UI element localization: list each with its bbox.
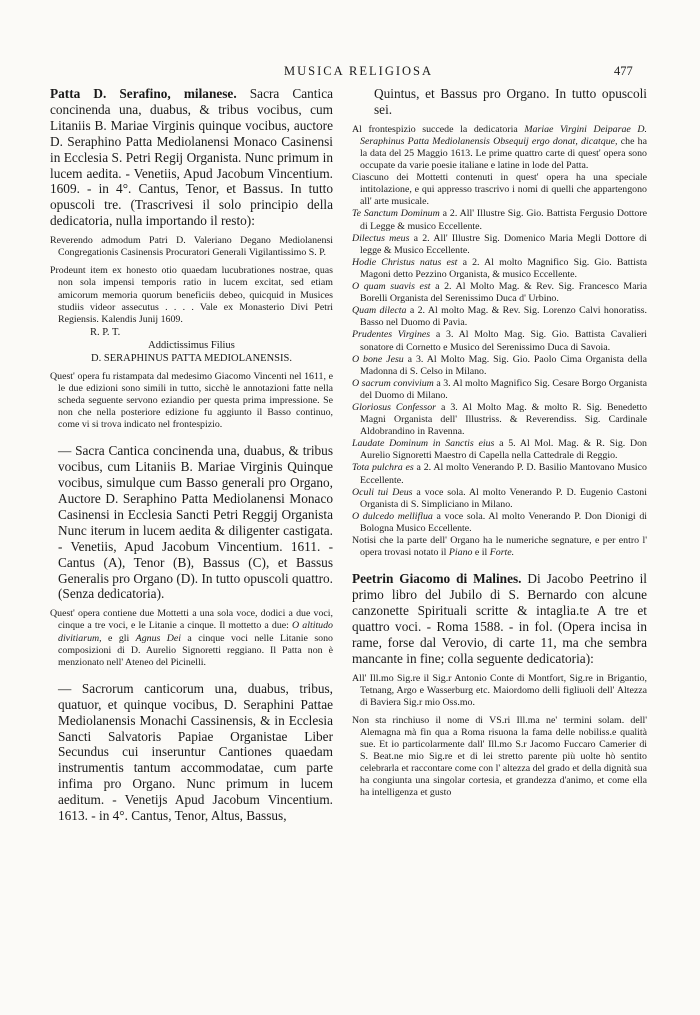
motet-dedicatee: a 3. Al Molto Mag. Sig. Gio. Paolo Cima Organista della Madonna di S. Celso in Milano. bbox=[360, 353, 647, 377]
note-text: a cinque voci nelle Litanie sono composizioni di D. Aurelio Signoretti reggiano. Il Patta non è menzionato nell' Ateneo del Picinelli. bbox=[58, 632, 333, 668]
entry-peetrin-1588 bbox=[352, 571, 647, 666]
motet-dedicatee: a 2. Al Molto Mag. & Rev. Sig. Francesco Maria Borelli Organista del Serenissimo Duca d' Urbino. bbox=[360, 281, 648, 305]
motet-item bbox=[352, 208, 647, 232]
entry-note bbox=[352, 535, 647, 559]
motet-item bbox=[352, 233, 647, 257]
motet-dedicatee: a 2. All' Illustre Sig. Domenico Maria Megli Dottore di legge & Musico Eccellente. bbox=[360, 232, 647, 256]
motet-item bbox=[352, 378, 647, 402]
motet-dedicatee: a 3. Al Molto Mag. Sig. Gio. Battista Cavalieri sonatore di Cornetto e Musico del Serenissimo Duca di Savoia. bbox=[360, 329, 647, 353]
entry-author: Patta D. Serafino, milanese. bbox=[50, 86, 237, 101]
motet-item bbox=[352, 281, 647, 305]
entry-note bbox=[352, 124, 647, 172]
entry-patta-1609 bbox=[50, 86, 333, 229]
dedication-signer: D. SERAPHINUS PATTA MEDIOLANENSIS. bbox=[91, 352, 292, 364]
entry-patta-1611: — Sacra Cantica concinenda una, duabus, & tribus vocibus, cum Litaniis B. Mariae Virginis Quinque vocibus, simulque cum Basso generali pro Organo, Auctore D. Seraphino Patta Mediolanensi Monaco Casinensi in Ecclesia Sancti Petri Reggij Organista Nunc iterum in lucem aedita & diligenter castigata. - Venetiis, Apud Jacobum Vincentium. 1611. - Cantus (A), Tenor (B), Bassus (C), et Bassus Generalis pro Organo (D). In tutto opuscoli quattro. (Senza dedicatoria). bbox=[58, 443, 333, 602]
page-header bbox=[0, 64, 700, 86]
motet-item bbox=[352, 329, 647, 353]
dedication-heading: Reverendo admodum Patri D. Valeriano Degano Mediolanensi Congregationis Casinensis Procuratori Generali Vigilantissimo S. P. bbox=[50, 235, 333, 259]
note-text: Al frontespizio succede la dedicatoria bbox=[352, 123, 525, 135]
motet-incipit: O quam suavis est bbox=[352, 281, 431, 293]
motet-incipit: O sacrum convivium bbox=[352, 377, 434, 389]
dedication-rpt: R. P. T. bbox=[90, 326, 121, 338]
motet-dedicatee: a voce sola. Al molto Venerando P. Don Dionigi di Bologna Musico Eccellente. bbox=[360, 510, 647, 534]
note-title: O altitudo divitiarum, bbox=[58, 620, 333, 644]
dedication-addictissimus: Addictissimus Filius bbox=[148, 339, 235, 351]
motet-item bbox=[352, 511, 647, 535]
right-column bbox=[352, 86, 647, 800]
running-title: MUSICA RELIGIOSA bbox=[284, 64, 434, 78]
entry-patta-1613: — Sacrorum canticorum una, duabus, tribus, quatuor, et quinque vocibus, D. Seraphini Pattae Mediolanensis Monachi Cassinensis, & in Ecclesia Sancti Salvatoris Papiae Organistae Liber Secundus cui inseruntur Cantiones quaedam instrumentis tantum accommodatae, cum parte infima pro Organo. Nunc primum in lucem aeditum. - Venetijs Apud Jacobum Vincentium. 1613. - in 4°. Cantus, Tenor, Altus, Bassus, bbox=[58, 680, 333, 824]
note-text: e il bbox=[472, 547, 490, 559]
motet-incipit: Laudate Dominum in Sanctis eius bbox=[352, 438, 495, 450]
motet-dedicatee: a 3. Al molto Magnifico Sig. Cesare Borgo Organista del Duomo di Milano. bbox=[360, 377, 647, 401]
motet-incipit: Hodie Christus natus est bbox=[352, 256, 458, 268]
dedication-heading: All' Ill.mo Sig.re il Sig.r Antonio Conte di Montfort, Sig.re in Brigantio, Tetnang, Argo e Wasserburg etc. Maiordomo delli figliuoli dell' Altezza di Baviera Sig.r mio Oss.mo. bbox=[352, 672, 647, 708]
dedication-text: Prodeunt item ex honesto otio quaedam lucubrationes nostrae, quas non sola impensi temporis ratio in lucem excitat, sed etiam amicorum memoria quorum beneficiis debeo, quicquid in Musices studiis videor assecutus . . . . Vale ex Monasterio Divi Petri Regiensis. Kalendis Junij 1609. bbox=[50, 265, 333, 325]
motet-incipit: Te Sanctum Dominum bbox=[352, 208, 440, 220]
note-term: Piano bbox=[448, 547, 473, 559]
motet-dedicatee: a 2. Al molto Magnifico Sig. Gio. Battista Magoni detto Pezzino Organista, & musico Eccellente. bbox=[360, 256, 648, 280]
note-text: e gli bbox=[101, 632, 136, 644]
motet-item bbox=[352, 354, 647, 378]
motet-dedicatee: a 3. Al Molto Mag. & molto R. Sig. Benedetto Magni Organista dell' Illustriss. & Reverendiss. Sig. Cardinale Aldobrandino in Ravenna. bbox=[360, 401, 648, 438]
motet-dedicatee: a 5. Al Mol. Mag. & R. Sig. Don Aurelio Signoretti Maestro di Capella nella Cattedrale di Reggio. bbox=[360, 438, 647, 462]
entry-note: Quest' opera fu ristampata dal medesimo Giacomo Vincenti nel 1611, e le due edizioni sono simili in tutto, sicchè le annotazioni fatte nella scheda seguente servono eziandio per questa prima impressione. Se non che nella posteriore edizione fu aggiunto il Basso continuo, come vi si trova indicato nel frontespizio. bbox=[50, 370, 333, 431]
note-title: Agnus Dei bbox=[135, 632, 182, 644]
dedication-text: Non sta rinchiuso il nome di VS.ri Ill.ma ne' termini solam. dell' Alemagna mà fin qua a Roma risuona la fama delle nobiliss.e qualità sue. Et io particolarmente dall' Ill.mo S.r Jacomo Fuccaro Camerier di S. Beat.ne mio Sig.re et di lei stretto parente più uolte hò sentito celebrarla et raccontare come con l' altezza del grado et della dignità sua ha congiunta una singolar cortesia, et grandezza d'animo, et come ella ha intelligenza et gusto bbox=[352, 714, 647, 799]
entry-author: Peetrin Giacomo di Malines. bbox=[352, 571, 522, 587]
entry-continuation: Quintus, et Bassus pro Organo. In tutto opuscoli sei. bbox=[374, 86, 647, 117]
entry-note bbox=[50, 608, 333, 668]
motet-item bbox=[352, 257, 647, 281]
note-text: Quest' opera contiene due Mottetti a una sola voce, dodici a due voci, cinque a tre voci, e le Litanie a cinque. Il mottetto a due: bbox=[50, 608, 333, 632]
motet-dedicatee: a 2. All' Illustre Sig. Gio. Battista Fergusio Dottore di Legge & musico Eccellente. bbox=[360, 208, 647, 232]
entry-note: Ciascuno dei Mottetti contenuti in quest' opera ha una speciale intitolazione, e qui appresso trascrivo i nomi di quelli che appartengono all' arte musicale. bbox=[352, 172, 647, 208]
note-term: Forte. bbox=[489, 547, 515, 559]
motet-item bbox=[352, 487, 647, 511]
motet-item bbox=[352, 438, 647, 462]
note-dedication: Mariae Virgini Deiparae D. Seraphinus Patta Mediolanensis Obsequij ergo donat, dicatque, bbox=[360, 123, 647, 147]
motet-incipit: O dulcedo melliflua bbox=[352, 510, 433, 522]
note-text: che ha la data del 25 Maggio 1613. Le prime quattro carte di quest' opera sono occupate da varie poesie italiane e latine in lode del Patta. bbox=[360, 135, 647, 172]
note-text: Notisi che la parte dell' Organo ha le numeriche segnature, e per entro l' opera trovasi notato il bbox=[352, 535, 647, 559]
motet-incipit: Dilectus meus bbox=[352, 232, 410, 244]
motet-incipit: Quam dilecta bbox=[352, 305, 407, 317]
motet-dedicatee: a 2. Al molto Venerando P. D. Basilio Mantovano Musico Eccellente. bbox=[360, 462, 647, 486]
motet-dedicatee: a voce sola. Al molto Venerando P. D. Eugenio Castoni Organista di S. Simpliciano in Milano. bbox=[360, 486, 647, 510]
motet-incipit: Oculi tui Deus bbox=[352, 486, 413, 498]
motet-list bbox=[352, 208, 647, 535]
motet-item bbox=[352, 402, 647, 438]
page-number: 477 bbox=[614, 64, 633, 78]
motet-item bbox=[352, 462, 647, 486]
motet-incipit: O bone Jesu bbox=[352, 353, 404, 365]
entry-text: Sacra Cantica concinenda una, duabus, & tribus vocibus, cum Litaniis B. Mariae Virginis quinque vocibus, auctore D. Seraphino Patta Mediolanensi Monaco Casinensi in Ecclesia S. Petri Regij Organista. Nunc primum in lucem aedita. - Venetiis, Apud Jacobum Vincentium. 1609. - in 4°. Cantus, Tenor, et Bassus. In tutto opuscoli tre. (Trascrivesi il solo principio della dedicatoria, nulla importando il resto): bbox=[50, 86, 334, 229]
motet-item bbox=[352, 305, 647, 329]
motet-incipit: Tota pulchra es bbox=[352, 462, 414, 474]
motet-incipit: Gloriosus Confessor bbox=[352, 401, 436, 413]
motet-dedicatee: a 2. Al molto Mag. & Rev. Sig. Lorenzo Calvi honoratiss. Basso nel Duomo di Pavia. bbox=[360, 305, 647, 329]
entry-text: Di Jacobo Peetrino il primo libro del Jubilo di S. Bernardo con alcune canzonette Spirituali scritte & intaglia.te A tre et quattro voci. - Roma 1588. - in fol. (Opera incisa in rame, forse dal Verovio, di carte 11, ma che sembra mancante in fine; colla seguente dedicatoria): bbox=[352, 571, 647, 666]
left-column bbox=[50, 86, 333, 824]
motet-incipit: Prudentes Virgines bbox=[352, 329, 431, 341]
